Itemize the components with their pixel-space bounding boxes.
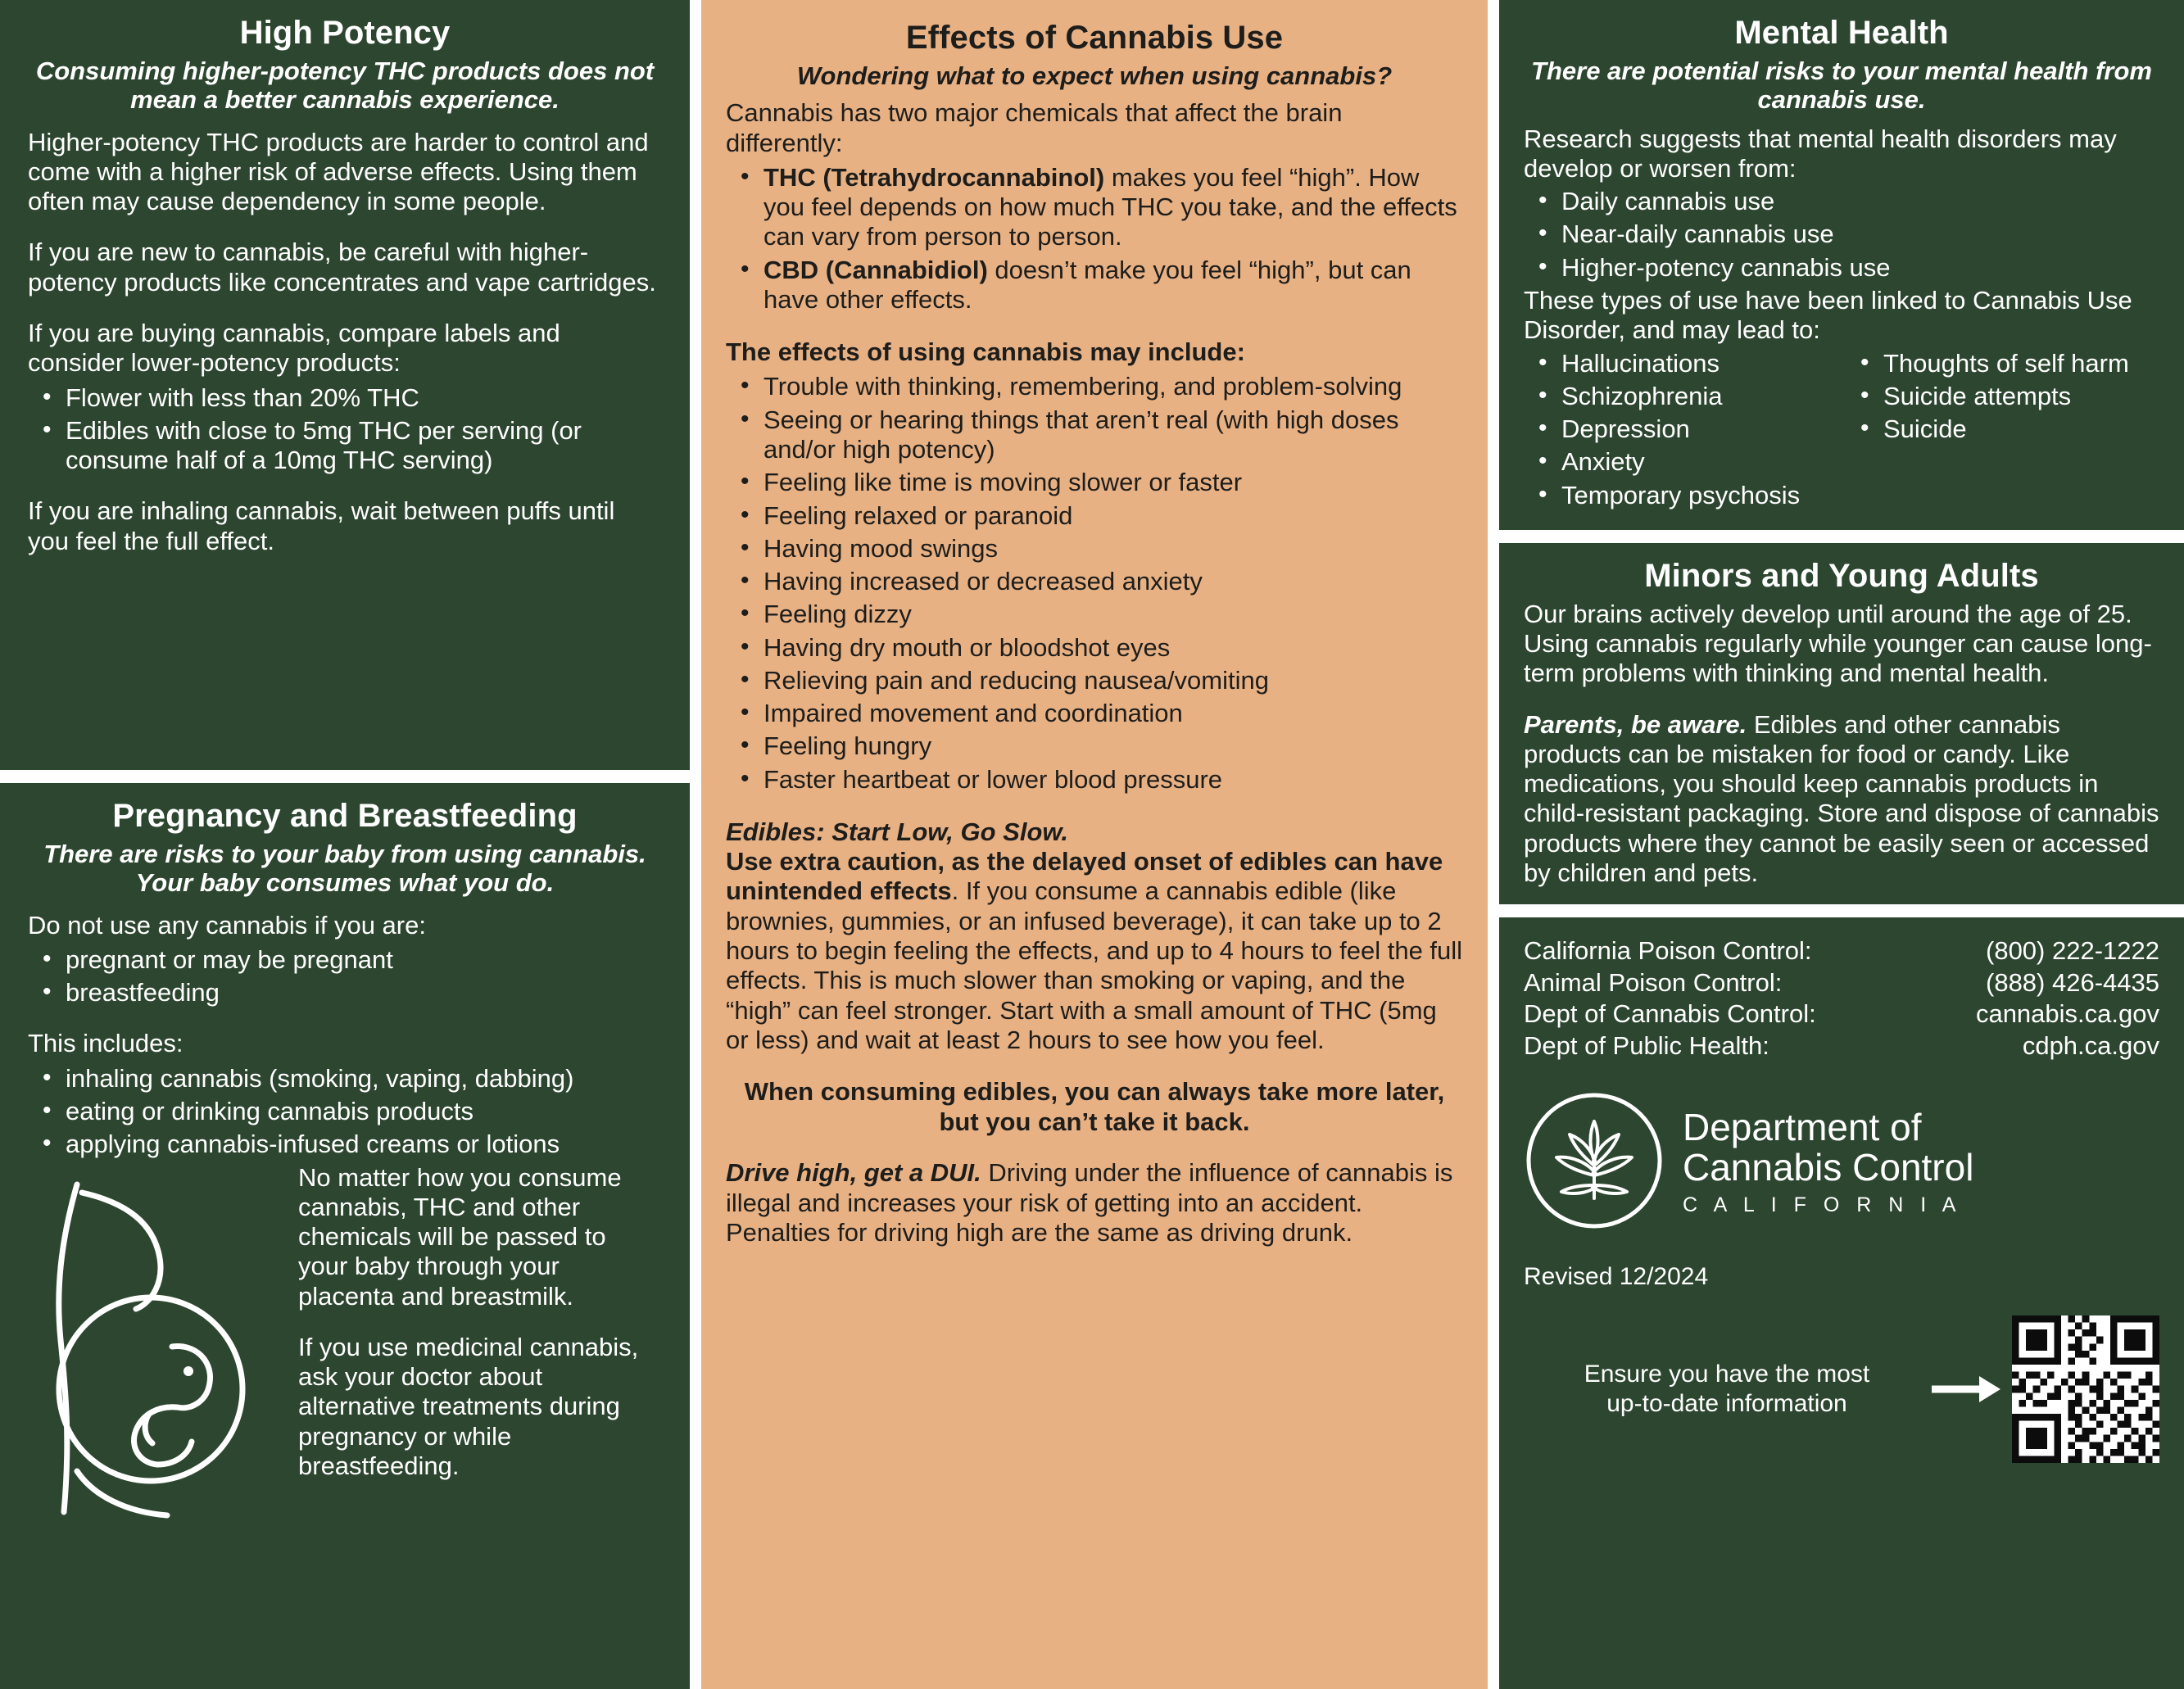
list-item: • Having dry mouth or bloodshot eyes xyxy=(763,633,1463,663)
pregnancy-paragraph-1: Do not use any cannabis if you are: xyxy=(28,910,426,940)
minors-bold-lead: Parents, be aware. xyxy=(1524,709,1747,739)
ensure-line-2: up-to-date information xyxy=(1606,1389,1847,1417)
list-item: • Suicide xyxy=(1883,414,2159,444)
contact-label: California Poison Control: xyxy=(1524,936,1812,966)
effects-subtitle: Wondering what to expect when using cannabis? xyxy=(796,61,1393,90)
list-item: • Feeling dizzy xyxy=(763,600,1463,629)
list-item: • pregnant or may be pregnant xyxy=(66,945,662,975)
list-item: • Seeing or hearing things that aren’t real (with high doses and/or high potency) xyxy=(763,405,1463,465)
list-item: • Relieving pain and reducing nausea/vomiting xyxy=(763,666,1463,695)
effects-list xyxy=(726,372,1463,794)
list-item: • breastfeeding xyxy=(66,978,662,1008)
ensure-text xyxy=(1524,1360,1930,1418)
pregnancy-paragraph-2: This includes: xyxy=(28,1029,184,1058)
table-row xyxy=(1524,967,2159,999)
dui-paragraph xyxy=(726,1158,1463,1248)
list-item: • Thoughts of self harm xyxy=(1883,349,2159,378)
mental-health-title: Mental Health xyxy=(1734,15,1949,51)
mental-health-bullets-1 xyxy=(1524,187,2159,283)
edibles-bold-lead: Use extra caution, as the delayed onset of edibles can have unintended effects xyxy=(726,847,1443,906)
list-item: • Edibles with close to 5mg THC per serving (or consume half of a 10mg THC serving) xyxy=(66,416,662,476)
list-item xyxy=(763,256,1463,315)
contact-value[interactable]: cdph.ca.gov xyxy=(2022,1030,2159,1060)
list-item: • Suicide attempts xyxy=(1883,382,2159,411)
edibles-rest: . If you consume a cannabis edible (like brownies, gummies, or an infused beverage), it can take up to 2 hours to begin feeling the effects, and up to 4 hours to feel the full effects. This is much slower than smoking or vaping, and the “high” can feel stronger. Start with a small amount of THC (5mg or less) and wait at least 2 hours to see how you feel. xyxy=(726,876,1463,1054)
high-potency-paragraph-3: If you are buying cannabis, compare labels and consider lower-potency products: xyxy=(28,318,560,378)
list-item xyxy=(763,163,1463,252)
dcc-logo-text xyxy=(1683,1107,1973,1217)
table-row xyxy=(1524,998,2159,1030)
mental-health-subtitle: There are potential risks to your mental health from cannabis use. xyxy=(1531,57,2152,115)
qr-callout-row xyxy=(1524,1315,2159,1463)
cannabis-leaf-icon xyxy=(1524,1090,1665,1235)
high-potency-bullets xyxy=(28,383,662,476)
minors-rest: Edibles and other cannabis products can be mistaken for food or candy. Like medications, you should keep cannabis products in child-resistant packaging. Store and dispose of cannabis products where they cannot be easily seen or accessed by children and pets. xyxy=(1524,709,2159,887)
mental-health-bullets-col2 xyxy=(1846,349,2159,514)
list-item: • applying cannabis-infused creams or lotions xyxy=(66,1130,662,1159)
list-item: • Having increased or decreased anxiety xyxy=(763,567,1463,596)
mental-health-paragraph-2: These types of use have been linked to Cannabis Use Disorder, and may lead to: xyxy=(1524,285,2132,345)
logo-line-2: Cannabis Control xyxy=(1683,1145,1974,1189)
list-item: • Depression xyxy=(1561,414,1837,444)
high-potency-paragraph-2: If you are new to cannabis, be careful with higher-potency products like concentrates and vape cartridges. xyxy=(28,238,656,297)
contact-table xyxy=(1524,935,2159,1062)
mental-health-bullets-2 xyxy=(1524,349,2159,514)
list-item: • Higher-potency cannabis use xyxy=(1561,253,2159,283)
pregnancy-subtitle: There are risks to your baby from using cannabis. Your baby consumes what you do. xyxy=(43,840,646,898)
logo-line-1: Department of xyxy=(1683,1106,1922,1149)
list-item: • Feeling relaxed or paranoid xyxy=(763,501,1463,531)
high-potency-paragraph-1: Higher-potency THC products are harder to control and come with a higher risk of adverse effects. Using them often may cause dependency in some people. xyxy=(28,127,649,216)
ensure-line-1: Ensure you have the most xyxy=(1584,1361,1870,1388)
edibles-heading: Edibles: Start Low, Go Slow. xyxy=(726,817,1068,846)
list-item: • Faster heartbeat or lower blood pressure xyxy=(763,765,1463,795)
effects-list-heading: The effects of using cannabis may include: xyxy=(726,337,1245,367)
list-item: • eating or drinking cannabis products xyxy=(66,1097,662,1126)
list-item: • Anxiety xyxy=(1561,447,1837,477)
revised-date: Revised 12/2024 xyxy=(1524,1262,1709,1290)
section-effects-of-cannabis-use xyxy=(701,0,1488,1689)
list-item: • Trouble with thinking, remembering, and problem-solving xyxy=(763,372,1463,401)
contact-value[interactable]: (800) 222-1222 xyxy=(1986,936,2159,966)
dui-rest: Driving under the influence of cannabis is illegal and increases your risk of getting into an accident. Penalties for driving high are the same as driving drunk. xyxy=(726,1158,1453,1247)
list-item: • Temporary psychosis xyxy=(1561,481,1837,510)
edibles-callout: When consuming edibles, you can always take more later, but you can’t take it back. xyxy=(744,1077,1445,1137)
pregnancy-paragraph-4: If you use medicinal cannabis, ask your doctor about alternative treatments during pregnancy or while breastfeeding. xyxy=(298,1332,639,1480)
section-pregnancy-breastfeeding xyxy=(0,783,690,1689)
chemical-name: THC (Tetrahydrocannabinol) xyxy=(763,162,1105,192)
pregnancy-bullets-2 xyxy=(28,1064,662,1160)
mental-health-paragraph-1: Research suggests that mental health disorders may develop or worsen from: xyxy=(1524,124,2117,183)
arrow-right-icon xyxy=(1930,1373,2004,1406)
section-contact-footer xyxy=(1499,917,2184,1689)
list-item: • Impaired movement and coordination xyxy=(763,699,1463,728)
dcc-logo xyxy=(1524,1090,2159,1235)
high-potency-paragraph-4: If you are inhaling cannabis, wait between puffs until you feel the full effect. xyxy=(28,496,615,555)
minors-paragraph-1: Our brains actively develop until around the age of 25. Using cannabis regularly while younger can cause long-term problems with thinking and mental health. xyxy=(1524,599,2152,688)
pregnant-person-fetus-icon xyxy=(28,1168,298,1528)
list-item: • Feeling like time is moving slower or faster xyxy=(763,468,1463,497)
contact-value[interactable]: cannabis.ca.gov xyxy=(1975,999,2159,1029)
section-high-potency xyxy=(0,0,690,770)
dui-lead: Drive high, get a DUI. xyxy=(726,1158,981,1188)
list-item: • Flower with less than 20% THC xyxy=(66,383,662,413)
list-item: • Daily cannabis use xyxy=(1561,187,2159,216)
edibles-paragraph xyxy=(726,847,1463,1055)
chemical-name: CBD (Cannabidiol) xyxy=(763,255,988,284)
section-minors-young-adults xyxy=(1499,543,2184,904)
logo-state: C A L I F O R N I A xyxy=(1683,1193,1962,1216)
list-item: • Feeling hungry xyxy=(763,731,1463,761)
pregnancy-figure-textflow xyxy=(28,1163,662,1482)
effects-paragraph-1: Cannabis has two major chemicals that affect the brain differently: xyxy=(726,98,1343,157)
effects-chemicals-bullets xyxy=(726,163,1463,315)
minors-title: Minors and Young Adults xyxy=(1644,557,2039,594)
high-potency-subtitle: Consuming higher-potency THC products does not mean a better cannabis experience. xyxy=(35,57,655,115)
list-item: • inhaling cannabis (smoking, vaping, dabbing) xyxy=(66,1064,662,1094)
list-item: • Hallucinations xyxy=(1561,349,1837,378)
pregnancy-paragraph-3: No matter how you consume cannabis, THC and other chemicals will be passed to your baby through your placenta and breastmilk. xyxy=(298,1162,622,1311)
mental-health-bullets-col1 xyxy=(1524,349,1837,514)
left-column xyxy=(0,0,690,1689)
chemical-description: makes you feel “high”. How you feel depends on how much THC you take, and the effects can vary from person to person. xyxy=(763,162,1457,251)
right-column xyxy=(1499,0,2184,1689)
pregnancy-title: Pregnancy and Breastfeeding xyxy=(112,798,578,834)
contact-label: Dept of Cannabis Control: xyxy=(1524,999,1816,1029)
effects-title: Effects of Cannabis Use xyxy=(905,20,1284,56)
list-item: • Schizophrenia xyxy=(1561,382,1837,411)
table-row xyxy=(1524,935,2159,967)
contact-label: Animal Poison Control: xyxy=(1524,967,1783,997)
pregnancy-bullets-1 xyxy=(28,945,662,1008)
contact-label: Dept of Public Health: xyxy=(1524,1030,1769,1060)
list-item: • Having mood swings xyxy=(763,534,1463,564)
minors-paragraph-2 xyxy=(1524,710,2159,889)
contact-value[interactable]: (888) 426-4435 xyxy=(1986,967,2159,997)
table-row xyxy=(1524,1030,2159,1062)
qr-code-icon[interactable] xyxy=(2012,1315,2159,1463)
list-item: • Near-daily cannabis use xyxy=(1561,220,2159,249)
section-mental-health xyxy=(1499,0,2184,530)
chemical-description: doesn’t make you feel “high”, but can have other effects. xyxy=(763,255,1411,314)
high-potency-title: High Potency xyxy=(239,15,451,51)
